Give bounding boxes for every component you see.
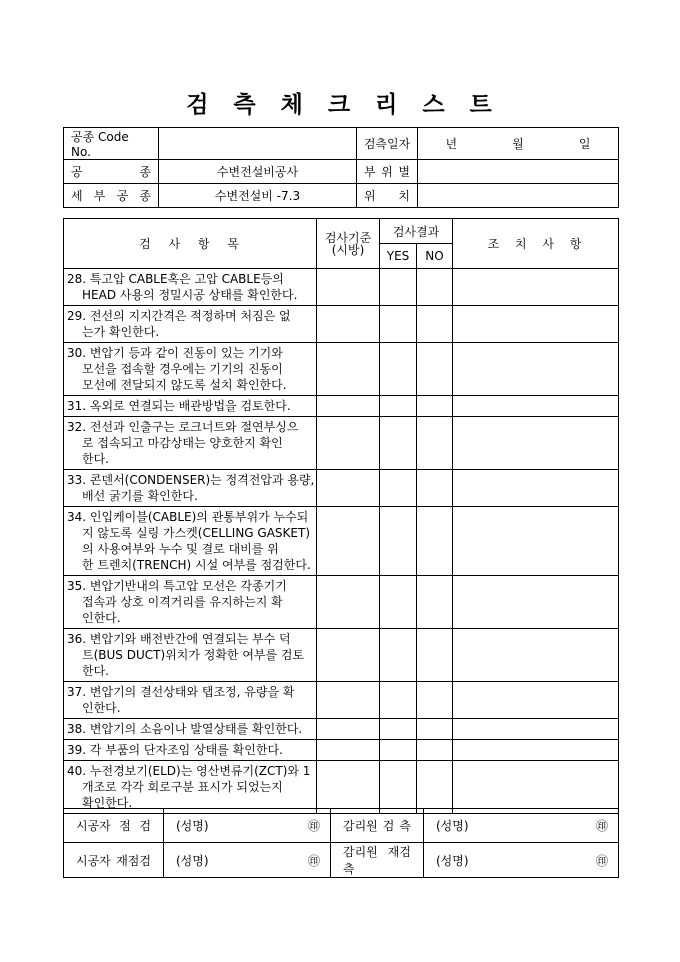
item-text: 35. 변압기반내의 특고압 모선은 각종기기 접속과 상호 이격거리를 유지하는지 확 인한다. xyxy=(64,576,317,629)
action-cell xyxy=(453,576,619,629)
criteria-cell xyxy=(317,396,380,417)
item-text: 39. 각 부품의 단자조임 상태를 확인한다. xyxy=(64,740,317,761)
contractor-recheck-name xyxy=(164,843,331,878)
supervisor-check-label: 감리원 검 측 xyxy=(331,809,424,843)
contractor-recheck-label: 시공자 재점검 xyxy=(64,843,164,878)
seal-icon: ㊞ xyxy=(307,819,320,833)
date-day-label: 일 xyxy=(578,137,591,151)
date-year-label: 년 xyxy=(445,137,458,151)
yes-cell xyxy=(380,576,417,629)
date-month-label: 월 xyxy=(512,137,524,151)
criteria-cell xyxy=(317,629,380,682)
yes-cell xyxy=(380,719,417,740)
inspection-date-label: 검측일자 xyxy=(357,128,418,160)
action-cell xyxy=(453,682,619,719)
no-cell xyxy=(417,682,453,719)
contractor-check-label: 시공자 점 검 xyxy=(64,809,164,843)
signature-table xyxy=(63,808,619,878)
criteria-cell xyxy=(317,470,380,507)
checklist-row xyxy=(64,740,619,761)
no-cell xyxy=(417,306,453,343)
info-row xyxy=(64,160,619,184)
criteria-cell xyxy=(317,719,380,740)
item-text: 37. 변압기의 결선상태와 탭조정, 유량을 확 인한다. xyxy=(64,682,317,719)
part-label: 부 위 별 xyxy=(357,160,418,184)
contractor-check-name xyxy=(164,809,331,843)
seal-icon: ㊞ xyxy=(307,853,320,868)
header-inspection-item: 검 사 항 목 xyxy=(64,219,317,269)
action-cell xyxy=(453,629,619,682)
no-cell xyxy=(417,719,453,740)
checklist-row xyxy=(64,682,619,719)
supervisor-recheck-label: 감리원 재검측 xyxy=(331,843,424,878)
yes-cell xyxy=(380,507,417,576)
work-code-label: 공종 Code No. xyxy=(64,128,159,160)
no-cell xyxy=(417,507,453,576)
part-value xyxy=(418,160,619,184)
checklist-body xyxy=(64,269,619,814)
action-cell xyxy=(453,396,619,417)
yes-cell xyxy=(380,682,417,719)
no-cell xyxy=(417,470,453,507)
yes-cell xyxy=(380,269,417,306)
work-type-label: 공 종 xyxy=(64,160,159,184)
checklist-row xyxy=(64,269,619,306)
work-type-value: 수변전설비공사 xyxy=(159,160,357,184)
no-cell xyxy=(417,417,453,470)
checklist-header-row xyxy=(64,219,619,244)
header-action-items: 조 치 사 항 xyxy=(453,219,619,269)
supervisor-recheck-name xyxy=(424,843,619,878)
yes-cell xyxy=(380,629,417,682)
yes-cell xyxy=(380,396,417,417)
action-cell xyxy=(453,269,619,306)
checklist-row xyxy=(64,507,619,576)
criteria-cell xyxy=(317,740,380,761)
item-text: 29. 전선의 지지간격은 적정하며 처짐은 없 는가 확인한다. xyxy=(64,306,317,343)
name-placeholder: (성명) xyxy=(176,819,209,833)
yes-cell xyxy=(380,761,417,814)
item-text: 33. 콘덴서(CONDENSER)는 정격전압과 용량, 배선 굵기를 확인한다. xyxy=(64,470,317,507)
criteria-cell xyxy=(317,306,380,343)
action-cell xyxy=(453,740,619,761)
checklist-row xyxy=(64,470,619,507)
no-cell xyxy=(417,269,453,306)
checklist-table xyxy=(63,218,619,814)
criteria-cell xyxy=(317,343,380,396)
checklist-row xyxy=(64,719,619,740)
criteria-cell xyxy=(317,761,380,814)
detail-work-value: 수변전설비 -7.3 xyxy=(159,184,357,208)
work-code-value xyxy=(159,128,357,160)
action-cell xyxy=(453,719,619,740)
checklist-row xyxy=(64,396,619,417)
location-label: 위 치 xyxy=(357,184,418,208)
checklist-row xyxy=(64,417,619,470)
info-row xyxy=(64,128,619,160)
no-cell xyxy=(417,576,453,629)
inspection-date-value xyxy=(418,128,619,160)
header-yes: YES xyxy=(380,244,417,269)
yes-cell xyxy=(380,417,417,470)
action-cell xyxy=(453,507,619,576)
action-cell xyxy=(453,417,619,470)
no-cell xyxy=(417,761,453,814)
signature-row xyxy=(64,843,619,878)
name-placeholder: (성명) xyxy=(176,853,209,868)
name-placeholder: (성명) xyxy=(436,819,469,833)
checklist-row xyxy=(64,629,619,682)
yes-cell xyxy=(380,343,417,396)
document-title: 검 측 체 크 리 스 트 xyxy=(186,92,494,118)
criteria-cell xyxy=(317,269,380,306)
checklist-row xyxy=(64,576,619,629)
criteria-cell xyxy=(317,417,380,470)
action-cell xyxy=(453,306,619,343)
supervisor-check-name xyxy=(424,809,619,843)
header-criteria-line1: 검사기준 xyxy=(324,230,372,245)
item-text: 38. 변압기의 소음이나 발열상태를 확인한다. xyxy=(64,719,317,740)
criteria-cell xyxy=(317,576,380,629)
header-inspection-result: 검사결과 xyxy=(380,219,453,244)
criteria-cell xyxy=(317,507,380,576)
yes-cell xyxy=(380,740,417,761)
item-text: 36. 변압기와 배전반간에 연결되는 부수 덕 트(BUS DUCT)위치가 정확한 여부를 검토 한다. xyxy=(64,629,317,682)
header-inspection-criteria xyxy=(317,219,380,269)
signature-row xyxy=(64,809,619,843)
no-cell xyxy=(417,740,453,761)
checklist-row xyxy=(64,306,619,343)
info-table xyxy=(63,127,619,208)
yes-cell xyxy=(380,470,417,507)
info-row xyxy=(64,184,619,208)
item-text: 32. 전선과 인출구는 로크너트와 절연부싱으 로 접속되고 마감상태는 양호한지 확인 한다. xyxy=(64,417,317,470)
yes-cell xyxy=(380,306,417,343)
location-value xyxy=(418,184,619,208)
no-cell xyxy=(417,343,453,396)
action-cell xyxy=(453,761,619,814)
seal-icon: ㊞ xyxy=(595,853,608,868)
header-no: NO xyxy=(417,244,453,269)
checklist-row xyxy=(64,761,619,814)
seal-icon: ㊞ xyxy=(595,819,608,833)
detail-work-label: 세 부 공 종 xyxy=(64,184,159,208)
action-cell xyxy=(453,343,619,396)
item-text: 40. 누전경보기(ELD)는 영산변류기(ZCT)와 1 개조로 각각 회로구분 표시가 되었는지 확인한다. xyxy=(64,761,317,814)
item-text: 31. 옥외로 연결되는 배관방법을 검토한다. xyxy=(64,396,317,417)
item-text: 30. 변압기 등과 같이 진동이 있는 기기와 모선을 접속할 경우에는 기기의 진동이 모선에 전달되지 않도록 설치 확인한다. xyxy=(64,343,317,396)
name-placeholder: (성명) xyxy=(436,853,469,868)
checklist-row xyxy=(64,343,619,396)
action-cell xyxy=(453,470,619,507)
item-text: 34. 인입케이블(CABLE)의 관통부위가 누수되 지 않도록 실링 가스켓(CELLING GASKET) 의 사용여부와 누수 및 결로 대비를 위 한 트렌치(TRENCH) 시설 여부를 점검한다. xyxy=(64,507,317,576)
header-criteria-line2: (시방) xyxy=(331,242,365,257)
no-cell xyxy=(417,629,453,682)
criteria-cell xyxy=(317,682,380,719)
item-text: 28. 특고압 CABLE혹은 고압 CABLE등의 HEAD 사용의 정밀시공 상태를 확인한다. xyxy=(64,269,317,306)
no-cell xyxy=(417,396,453,417)
